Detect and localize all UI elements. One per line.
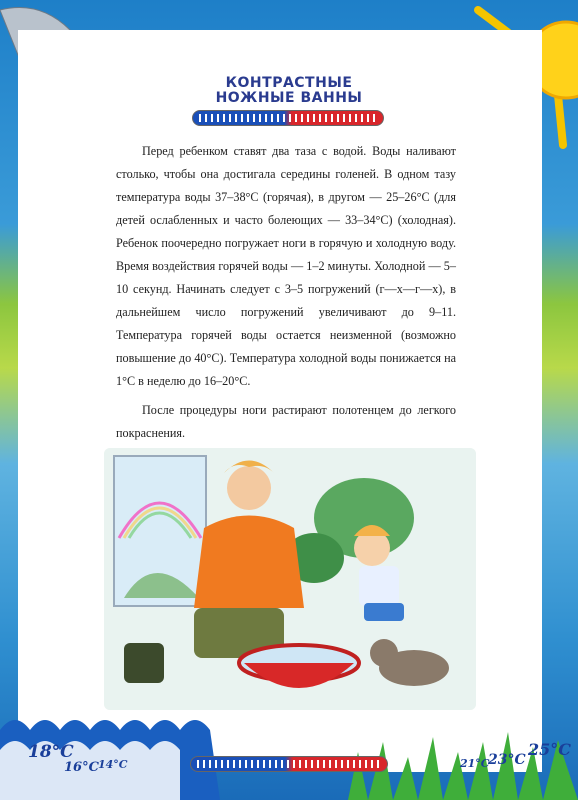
temp-label-18: 18°C — [28, 742, 74, 762]
title-line-2: НОЖНЫЕ ВАННЫ — [215, 90, 363, 106]
illustration — [104, 448, 476, 710]
paragraph-1: Перед ребенком ставят два таза с водой. Воды наливают столько, чтобы она достигала середины голеней. В одном тазу температура воды 37–38°С (горячая), в другом — 25–26°С (для детей ослабленных и часто болеющих — 33–34°С) (холодная). Ребенок поочередно погружает ноги в горячую и холодную воду. Время воздействия горячей воды — 1–2 минуты. Холодной — 5–10 секунд. Начинать следует с 3–5 погружений (г—х—г—х), в дальнейшем число погружений увеличивают до 9–11. Температура горячей воды остается неизменной (возможно повышение до 40°С). Температура холодной воды понижается на 1°С в неделю до 16–20°С. — [116, 144, 456, 388]
thermometer-bottom — [190, 756, 388, 772]
page-title — [0, 76, 578, 106]
temp-label-21: 21°C — [460, 757, 490, 770]
temp-label-25: 25°C — [528, 740, 571, 759]
temp-label-14: 14°C — [98, 758, 128, 771]
title-line-1: КОНТРАСТНЫЕ — [225, 75, 353, 91]
temp-label-23: 23°C — [488, 752, 526, 768]
paragraph-2: После процедуры ноги растирают полотенцем до легкого покраснения. — [116, 403, 456, 440]
temp-label-16: 16°C — [64, 760, 99, 775]
body-text — [116, 140, 456, 445]
thermometer-top — [192, 110, 384, 126]
